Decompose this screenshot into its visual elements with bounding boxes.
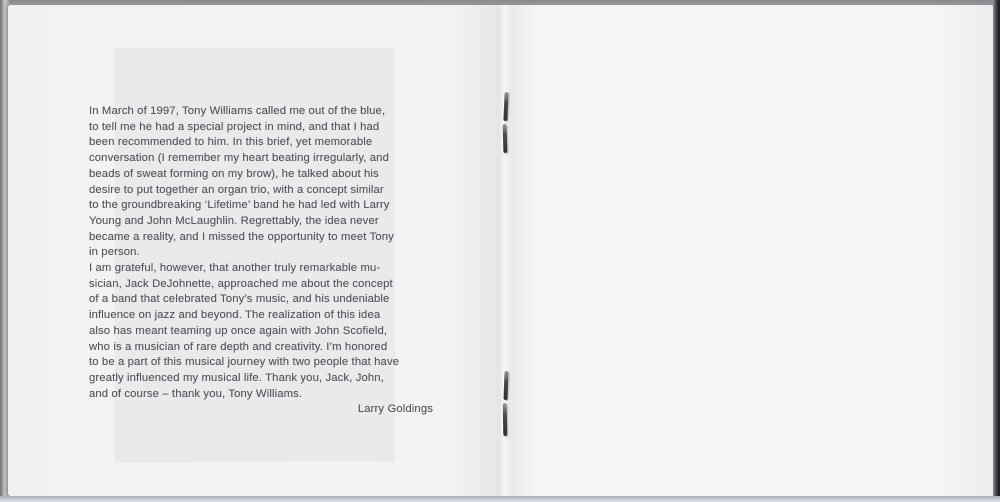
staple [503,124,507,153]
staple [503,403,507,436]
liner-notes-line: greatly influenced my musical life. Thank you, Jack, John, [89,371,384,384]
liner-notes-line: became a reality, and I missed the opportunity to meet Tony [89,230,394,243]
scan-background-right [993,0,1000,502]
liner-notes-line: I am grateful, however, that another truly remarkable mu- [89,262,381,275]
liner-notes-line: been recommended to him. In this brief, yet memorable [89,136,373,149]
liner-notes-line: conversation (I remember my heart beating irregularly, and [89,152,389,165]
liner-notes-line: beads of sweat forming on my brow), he talked about his [89,167,379,180]
left-page [8,5,497,496]
liner-notes-line: to tell me he had a special project in mind, and that I had [89,120,380,133]
center-gutter [458,5,538,496]
liner-notes-line: and of course – thank you, Tony Williams. [89,387,303,400]
liner-notes-line: to the groundbreaking ‘Lifetime’ band he had led with Larry [89,199,390,212]
liner-notes-line: to be a part of this musical journey with two people that have [89,356,400,369]
liner-notes [89,104,433,418]
right-page [497,5,995,496]
booklet-spread [8,5,995,496]
liner-notes-line: Young and John McLaughlin. Regrettably, the idea never [89,214,379,227]
liner-notes-line: who is a musician of rare depth and creativity. I’m honored [89,340,388,353]
liner-notes-signature: Larry Goldings [357,403,433,416]
liner-notes-line: sician, Jack DeJohnette, approached me about the concept [89,277,393,290]
liner-notes-line: In March of 1997, Tony Williams called me out of the blue, [89,105,386,117]
liner-notes-line: of a band that celebrated Tony’s music, and his undeniable [89,293,390,306]
liner-notes-line: also has meant teaming up once again with John Scofield, [89,324,388,337]
liner-notes-line: influence on jazz and beyond. The realization of this idea [89,309,381,322]
scan-background-bottom [0,496,1000,502]
liner-notes-line: in person. [89,246,140,259]
liner-notes-line: desire to put together an organ trio, with a concept similar [89,183,384,196]
